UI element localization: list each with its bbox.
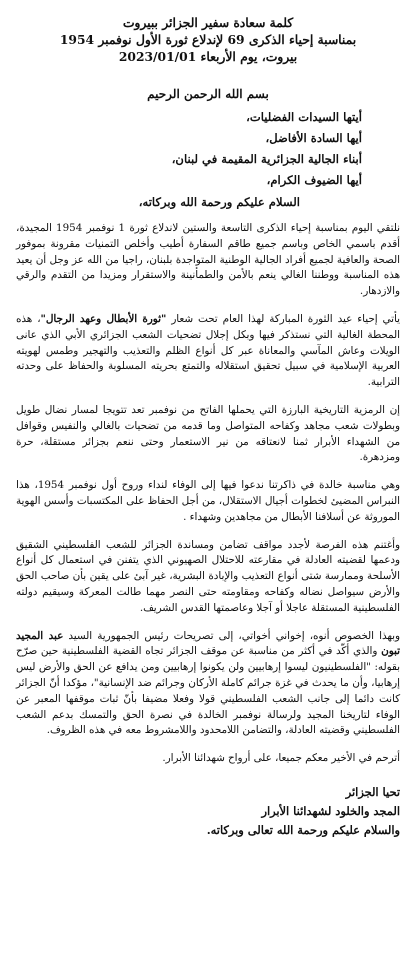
president-name-bold: عبد المجيد تبون [16, 629, 400, 658]
paragraph-3: إن الرمزية التاريخية البارزة التي يحملها الفاتح من نوفمبر تعد تتويجا لمسار نضال طويل وبطولات شعب مجاهد وكفاحه المتواصل وما قدمه من تضحيات بالغالي والنفيس وقوافل من الشهداء الأبرار ثمنا لانعتاقه من نير الاستعمار وحتى ننعم بجزائر مستقلة، حرة ومزدهرة. [16, 403, 400, 464]
slogan-bold: "ثورة الأبطال وعهد الرجال" [40, 312, 167, 325]
paragraph-7: أترحم في الأخير معكم جميعا، على أرواح شهدائنا الأبرار. [162, 752, 400, 765]
paragraph-1: نلتقي اليوم بمناسبة إحياء الذكرى التاسعة والستين لاندلاع ثورة 1 نوفمبر 1954 المجيدة، أقدم باسمي الخاص وباسم جميع طاقم السفارة أطيب وأخلص التمنيات مقرونة بموفور الصحة والعافية لجميع أفراد الجالية الوطنية المتواجدة بلبنان، راجيا من الله عز وجل أن يعيد هذه المناسبة ووطننا الغالي ينعم بالأمن والطمأنينة والاستقرار ومزيدا من التقدم والرقي والازدهار. [16, 222, 400, 298]
paragraph-5: وأغتنم هذه الفرصة لأجدد مواقف تضامن ومساندة الجزائر للشعب الفلسطيني الشقيق ودعمها لقضيته العادلة في مقارعته للاحتلال الصهيوني الذي يتفنن في استعمال كل أنواع الأسلحة وممارسة شتى أنواع التعذيب والإبادة البشرية، غير آبئ على يقين بأن صاحب الحق والأرض سيواصل نضاله وكفاحه ومقاومته حتى النصر مهما طالت المعركة وسيقيم دولته الفلسطينية المستقلة عاجلا أو آجلا وعاصمتها القدس الشريف. [16, 538, 400, 614]
closing-line: والسلام عليكم ورحمة الله تعالى وبركاته. [206, 822, 400, 837]
title-line-1: كلمة سعادة سفير الجزائر ببيروت [122, 15, 294, 30]
salutation-item: أيها السادة الأفاضل، [265, 131, 362, 145]
title-line-3: بيروت، يوم الأربعاء 2023/01/01 [118, 49, 298, 64]
title-line-2: بمناسبة إحياء الذكرى 69 لإندلاع ثورة الأول نوفمبر 1954 [59, 32, 357, 47]
basmala: بسم الله الرحمن الرحيم [147, 87, 269, 101]
paragraph-6-text-end: والذي أكّد في أكثر من مناسبة عن موقف الجزائر تجاه القضية الفلسطينية حين صرّح بقوله: "الفلسطينيون ليسوا إرهابيين ولن يكونوا إرهابيين ومن يدافع عن الحق والأرض ليس إرهابيا، وأن ما يحدث في غزة جرائم كاملة الأركان وجرائم ضد الإنسانية"، مؤكدا أنّ الجزائر كانت دائما إلى جانب الشعب الفلسطيني قولا وفعلا مضيفا بأنّ ثبات موقفها المعبر عن الوفاء لتاريخنا المجيد ولرسالة نوفمبر الخالدة في نصرة الحق والتمسك بدعم الشعب الفلسطيني وقضيته العادلة، والتضامن اللامحدود واللامشروط معه في هذه الظروف. [16, 645, 400, 737]
paragraph-2-text-end: ، هذه المحطة الغالية التي نستذكر فيها وبكل إجلال تضحيات الشعب الجزائري الأبي الذي عانى الويلات وعاش المآسي والمعاناة عبر كل أنواع الظلم والتعذيب والتهجير وطمس لهويته العربية الإسلامية في سبيل تحقيق استقلاله والتمتع بحريته المسلوبة والحفاظ على وحدته الترابية. [16, 312, 400, 389]
salutation-item: أيتها السيدات الفضليات، [246, 110, 362, 124]
salutations-list [16, 107, 400, 191]
paragraph-2 [16, 312, 400, 391]
speech-title-block [16, 0, 400, 65]
closing-line: تحيا الجزائر [345, 784, 400, 799]
paragraph-4: وهي مناسبة خالدة في ذاكرتنا ندعوا فيها إلى الوفاء لنداء وروح أول نوفمبر 1954، هذا النبراس المضيئ لخطوات أجيال الاستقلال، من أجل الحفاظ على المكتسبات وأسس الهوية الموروثة عن أسلافنا الأبطال من مجاهدين وشهداء . [16, 479, 400, 523]
closing-block [16, 783, 400, 840]
paragraph-2-text-start: يأتي إحياء عيد الثورة المباركة لهذا العام تحت شعار [166, 312, 400, 325]
paragraph-6 [16, 629, 400, 740]
closing-line: المجد والخلود لشهدائنا الأبرار [261, 803, 400, 818]
greeting: السلام عليكم ورحمة الله وبركاته، [138, 195, 300, 209]
salutation-item: أيها الضيوف الكرام، [266, 173, 362, 187]
paragraph-6-text-start: وبهذا الخصوص أنوه، إخواني أخواتي، إلى تصريحات رئيس الجمهورية السيد [63, 629, 400, 642]
salutation-item: أبناء الجالية الجزائرية المقيمة في لبنان، [171, 152, 362, 166]
